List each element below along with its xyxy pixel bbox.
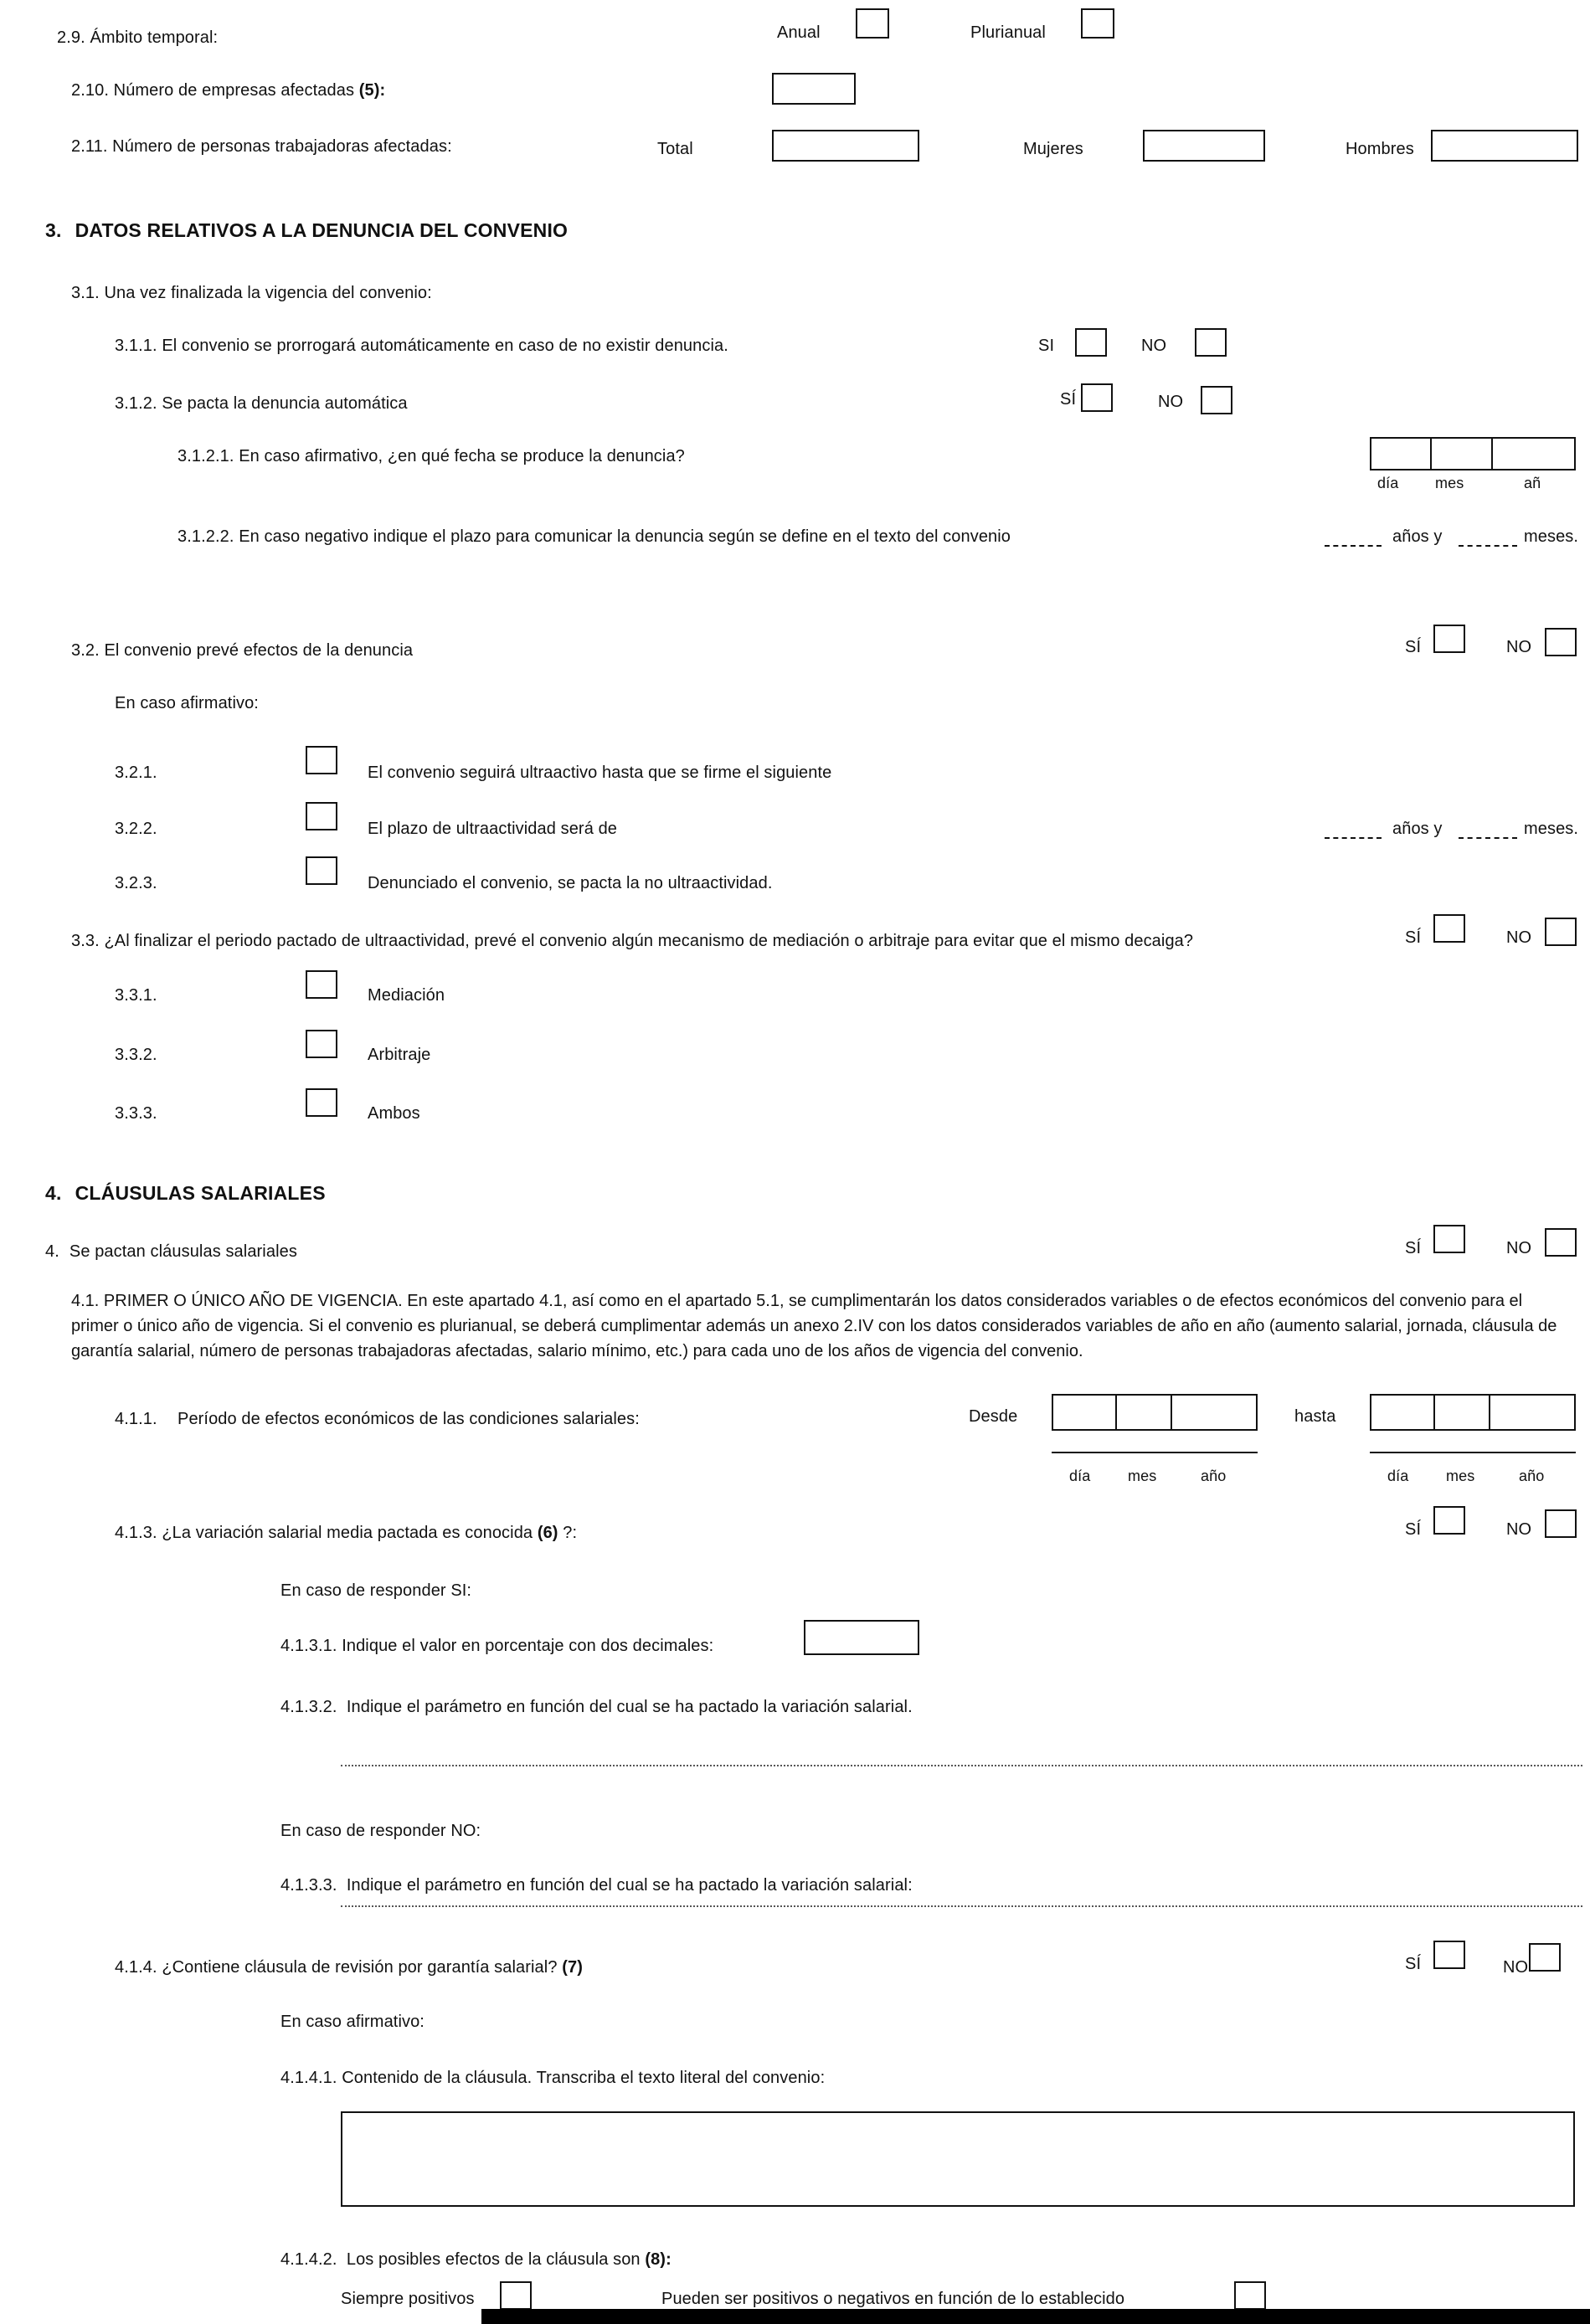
q-3-1-2-1-number: 3.1.2.1.	[178, 447, 234, 465]
q-3-3-3-label: Ambos	[368, 1104, 420, 1123]
q-4	[45, 1242, 297, 1262]
q-4-no-label: NO	[1506, 1239, 1532, 1257]
field-num-personas-number: 2.11.	[71, 137, 108, 156]
q-3-2-number: 3.2.	[71, 641, 100, 660]
field-num-empresas-number: 2.10.	[71, 81, 109, 100]
field-num-empresas-label: Número de empresas afectadas	[113, 81, 355, 100]
q-4-1-4-1	[280, 2068, 825, 2089]
q-4-1-3-2	[280, 1697, 913, 1718]
q-4-1-3-2-number: 4.1.3.2.	[280, 1698, 337, 1716]
q-3-1-2-1-label: En caso afirmativo, ¿en qué fecha se produce la denuncia?	[239, 447, 685, 465]
answer-line-4-1-3-2[interactable]	[341, 1765, 1582, 1766]
q-3-3-2-number: 3.3.2.	[115, 1046, 157, 1064]
hasta-ano-label: año	[1519, 1468, 1545, 1484]
q-3-2-2-anos-label: años y	[1392, 820, 1443, 838]
hasta-mes-label: mes	[1446, 1468, 1475, 1484]
checkbox-4-si[interactable]	[1433, 1225, 1465, 1253]
denuncia-ano-label: añ	[1524, 475, 1541, 491]
checkbox-3-3-1-mediacion[interactable]	[306, 970, 337, 999]
desde-ano-label: año	[1201, 1468, 1227, 1484]
q-3-1-1-number: 3.1.1.	[115, 337, 157, 355]
field-num-personas	[71, 136, 452, 157]
efectos-siempre-positivos-label: Siempre positivos	[341, 2290, 475, 2308]
q-3-3-no-label: NO	[1506, 928, 1532, 947]
desde-label: Desde	[969, 1407, 1018, 1426]
date-cell-hasta-dia[interactable]	[1371, 1396, 1435, 1429]
q-4-1-3-if-si: En caso de responder SI:	[280, 1581, 472, 1600]
blank-3-2-2-meses[interactable]	[1459, 837, 1517, 839]
q-3-3	[71, 931, 1193, 952]
date-cell-hasta-ano[interactable]	[1490, 1396, 1574, 1429]
q-3-2-2-number: 3.2.2.	[115, 820, 157, 838]
desde-mes-label: mes	[1128, 1468, 1157, 1484]
q-3-2-affirmative: En caso afirmativo:	[115, 694, 259, 712]
checkbox-3-3-si[interactable]	[1433, 914, 1465, 943]
input-hombres[interactable]	[1431, 130, 1578, 162]
q-4-1-3-3	[280, 1875, 913, 1896]
q-3-1-label: Una vez finalizada la vigencia del convenio:	[104, 284, 432, 302]
q-3-2-2-label: El plazo de ultraactividad será de	[368, 820, 618, 838]
q-4-1-4	[115, 1957, 583, 1978]
checkbox-3-3-2-arbitraje[interactable]	[306, 1030, 337, 1058]
section-3-heading	[45, 219, 568, 242]
section-4-number: 4.	[45, 1182, 62, 1204]
q-4-1-paragraph: 4.1. PRIMER O ÚNICO AÑO DE VIGENCIA. En este apartado 4.1, así como en el apartado 5.1, se cumplimentarán los datos considerados variables o de efectos económicos del convenio para el primer o único año de vigencia. Si el convenio es plurianual, se deberá cumplimentar además un anexo 2.IV con los datos considerados variables de año en año (aumento salarial, jornada, cláusula de garantía salarial, número de personas trabajadoras afectadas, salario mínimo, etc.) para cada uno de los años de vigencia del convenio.	[71, 1292, 1557, 1360]
datebox-denuncia	[1370, 437, 1576, 470]
q-4-1-4-2-number: 4.1.4.2.	[280, 2250, 337, 2269]
hasta-label: hasta	[1294, 1407, 1336, 1426]
q-4-1-4-1-number: 4.1.4.1.	[280, 2069, 337, 2087]
checkbox-efectos-siempre-positivos[interactable]	[500, 2281, 532, 2310]
checkbox-3-3-no[interactable]	[1545, 918, 1577, 946]
textbox-clausula-contenido[interactable]	[341, 2111, 1575, 2207]
anual-label: Anual	[777, 23, 821, 42]
q-3-1-2-2-label: En caso negativo indique el plazo para comunicar la denuncia según se define en el texto del convenio	[239, 527, 1011, 546]
q-3-1-2-si-label: SÍ	[1060, 390, 1077, 409]
checkbox-4-1-4-si[interactable]	[1433, 1941, 1465, 1969]
q-3-2-3-label: Denunciado el convenio, se pacta la no ultraactividad.	[368, 874, 773, 892]
checkbox-3-2-3[interactable]	[306, 856, 337, 885]
q-3-1-2-label: Se pacta la denuncia automática	[162, 394, 408, 413]
checkbox-efectos-positivos-negativos[interactable]	[1234, 2281, 1266, 2310]
q-4-1-4-si-label: SÍ	[1405, 1955, 1422, 1973]
q-3-1-2-2	[178, 527, 1011, 548]
q-3-3-2-label: Arbitraje	[368, 1046, 431, 1064]
q-4-1-3	[115, 1523, 577, 1544]
q-3-1-2-1	[178, 446, 685, 467]
q-3-3-si-label: SÍ	[1405, 928, 1422, 947]
q-3-3-3-number: 3.3.3.	[115, 1104, 157, 1123]
q-4-1-4-1-label: Contenido de la cláusula. Transcriba el texto literal del convenio:	[342, 2069, 826, 2087]
date-cell-desde-ano[interactable]	[1172, 1396, 1256, 1429]
date-cell-desde-mes[interactable]	[1117, 1396, 1172, 1429]
q-3-2-3-number: 3.2.3.	[115, 874, 157, 892]
mujeres-label: Mujeres	[1023, 140, 1083, 158]
blank-3-2-2-anos[interactable]	[1325, 837, 1382, 839]
q-3-1-2-no-label: NO	[1158, 393, 1184, 411]
section-3-title: DATOS RELATIVOS A LA DENUNCIA DEL CONVENIO	[75, 219, 569, 241]
date-cell-denuncia-mes[interactable]	[1432, 439, 1493, 469]
next-section-bar	[481, 2309, 1590, 2324]
checkbox-3-1-1-no[interactable]	[1195, 328, 1227, 357]
q-4-1-3-label: ¿La variación salarial media pactada es conocida	[162, 1524, 533, 1542]
hombres-label: Hombres	[1346, 140, 1414, 158]
q-3-1-1-label: El convenio se prorrogará automáticamente en caso de no existir denuncia.	[162, 337, 728, 355]
checkbox-anual[interactable]	[856, 8, 889, 39]
hasta-dia-label: día	[1387, 1468, 1409, 1484]
q-3-3-1-label: Mediación	[368, 986, 445, 1005]
q-3-1-2-2-meses-label: meses.	[1524, 527, 1579, 546]
checkbox-3-2-2[interactable]	[306, 802, 337, 830]
blank-3-1-2-2-anos[interactable]	[1325, 545, 1382, 547]
date-cell-hasta-mes[interactable]	[1435, 1396, 1490, 1429]
checkbox-4-1-3-no[interactable]	[1545, 1509, 1577, 1538]
date-cell-desde-dia[interactable]	[1053, 1396, 1117, 1429]
input-total[interactable]	[772, 130, 919, 162]
q-4-1-1-number: 4.1.1.	[115, 1410, 157, 1428]
date-cell-denuncia-ano[interactable]	[1493, 439, 1574, 469]
date-cell-denuncia-dia[interactable]	[1371, 439, 1432, 469]
checkbox-3-1-2-no[interactable]	[1201, 386, 1232, 414]
q-3-1-number: 3.1.	[71, 284, 100, 302]
underline-desde	[1052, 1452, 1258, 1453]
datebox-hasta	[1370, 1394, 1576, 1431]
efectos-positivos-negativos-label: Pueden ser positivos o negativos en función de lo establecido	[661, 2290, 1125, 2308]
q-4-1-3-footnote: (6)	[537, 1524, 558, 1542]
datebox-desde	[1052, 1394, 1258, 1431]
q-3-1-2-number: 3.1.2.	[115, 394, 157, 413]
checkbox-3-1-1-si[interactable]	[1075, 328, 1107, 357]
denuncia-mes-label: mes	[1435, 475, 1464, 491]
q-4-number: 4.	[45, 1242, 59, 1261]
q-4-1-3-si-label: SÍ	[1405, 1520, 1422, 1539]
checkbox-4-no[interactable]	[1545, 1228, 1577, 1257]
section-4-title: CLÁUSULAS SALARIALES	[75, 1182, 326, 1204]
checkbox-3-1-2-si[interactable]	[1081, 383, 1113, 412]
q-4-1-3-3-number: 4.1.3.3.	[280, 1876, 337, 1895]
field-ambito-temporal	[57, 28, 218, 49]
q-4-1-4-2	[280, 2249, 672, 2270]
q-4-si-label: SÍ	[1405, 1239, 1422, 1257]
q-4-1-4-2-footnote: (8):	[645, 2250, 672, 2269]
field-ambito-temporal-label: Ámbito temporal:	[90, 28, 219, 47]
q-3-1-1-si-label: SI	[1038, 337, 1055, 355]
q-4-1-4-no-label: NO	[1503, 1958, 1529, 1977]
checkbox-4-1-3-si[interactable]	[1433, 1506, 1465, 1535]
q-3-2-si-label: SÍ	[1405, 638, 1422, 656]
section-4-heading	[45, 1182, 326, 1205]
q-3-2-1-number: 3.2.1.	[115, 764, 157, 782]
q-4-1-4-affirmative: En caso afirmativo:	[280, 2013, 425, 2031]
blank-3-1-2-2-meses[interactable]	[1459, 545, 1517, 547]
field-num-empresas-footnote: (5):	[358, 81, 386, 100]
q-4-1-4-footnote: (7)	[562, 1958, 583, 1977]
plurianual-label: Plurianual	[970, 23, 1046, 42]
field-num-personas-label: Número de personas trabajadoras afectadas:	[112, 137, 452, 156]
q-4-label: Se pactan cláusulas salariales	[69, 1242, 297, 1261]
total-label: Total	[657, 140, 693, 158]
q-3-1-2-2-anos-label: años y	[1392, 527, 1443, 546]
q-4-1-4-label: ¿Contiene cláusula de revisión por garantía salarial?	[162, 1958, 558, 1977]
q-3-1	[71, 283, 432, 304]
q-4-1-3-2-label: Indique el parámetro en función del cual se ha pactado la variación salarial.	[346, 1698, 913, 1716]
q-3-3-1-number: 3.3.1.	[115, 986, 157, 1005]
q-3-3-label: ¿Al finalizar el periodo pactado de ultraactividad, prevé el convenio algún mecanismo de mediación o arbitraje para evitar que el mismo decaiga?	[104, 932, 1194, 950]
q-4-1-3-1	[280, 1636, 713, 1657]
q-4-1-1-label: Período de efectos económicos de las condiciones salariales:	[178, 1410, 640, 1428]
q-3-2	[71, 640, 413, 661]
checkbox-3-2-1[interactable]	[306, 746, 337, 774]
underline-hasta	[1370, 1452, 1576, 1453]
q-3-1-1-no-label: NO	[1141, 337, 1167, 355]
q-4-1-3-1-label: Indique el valor en porcentaje con dos decimales:	[342, 1637, 714, 1655]
q-3-3-number: 3.3.	[71, 932, 100, 950]
q-4-1-3-number: 4.1.3.	[115, 1524, 157, 1542]
q-3-2-label: El convenio prevé efectos de la denuncia	[104, 641, 414, 660]
section-3-number: 3.	[45, 219, 62, 241]
denuncia-dia-label: día	[1377, 475, 1399, 491]
q-3-2-2-meses-label: meses.	[1524, 820, 1579, 838]
q-4-1-3-no-label: NO	[1506, 1520, 1532, 1539]
q-4-1-4-number: 4.1.4.	[115, 1958, 157, 1977]
input-num-empresas[interactable]	[772, 73, 856, 105]
q-4-1-3-3-label: Indique el parámetro en función del cual se ha pactado la variación salarial:	[346, 1876, 913, 1895]
field-num-empresas	[71, 80, 385, 101]
answer-line-4-1-3-3[interactable]	[341, 1905, 1582, 1907]
desde-dia-label: día	[1069, 1468, 1091, 1484]
field-ambito-temporal-number: 2.9.	[57, 28, 85, 47]
checkbox-3-2-no[interactable]	[1545, 628, 1577, 656]
checkbox-plurianual[interactable]	[1081, 8, 1114, 39]
checkbox-3-3-3-ambos[interactable]	[306, 1088, 337, 1117]
q-4-1-3-after: ?:	[563, 1524, 578, 1542]
q-3-2-1-label: El convenio seguirá ultraactivo hasta que se firme el siguiente	[368, 764, 832, 782]
checkbox-4-1-4-no[interactable]	[1529, 1943, 1561, 1972]
input-porcentaje[interactable]	[804, 1620, 919, 1655]
input-mujeres[interactable]	[1143, 130, 1265, 162]
checkbox-3-2-si[interactable]	[1433, 625, 1465, 653]
q-3-2-no-label: NO	[1506, 638, 1532, 656]
q-3-1-2	[115, 393, 408, 414]
q-4-1-4-2-label: Los posibles efectos de la cláusula son	[346, 2250, 641, 2269]
q-3-1-2-2-number: 3.1.2.2.	[178, 527, 234, 546]
q-4-1-3-1-number: 4.1.3.1.	[280, 1637, 337, 1655]
q-4-1-3-if-no: En caso de responder NO:	[280, 1822, 481, 1840]
q-3-1-1	[115, 336, 728, 357]
